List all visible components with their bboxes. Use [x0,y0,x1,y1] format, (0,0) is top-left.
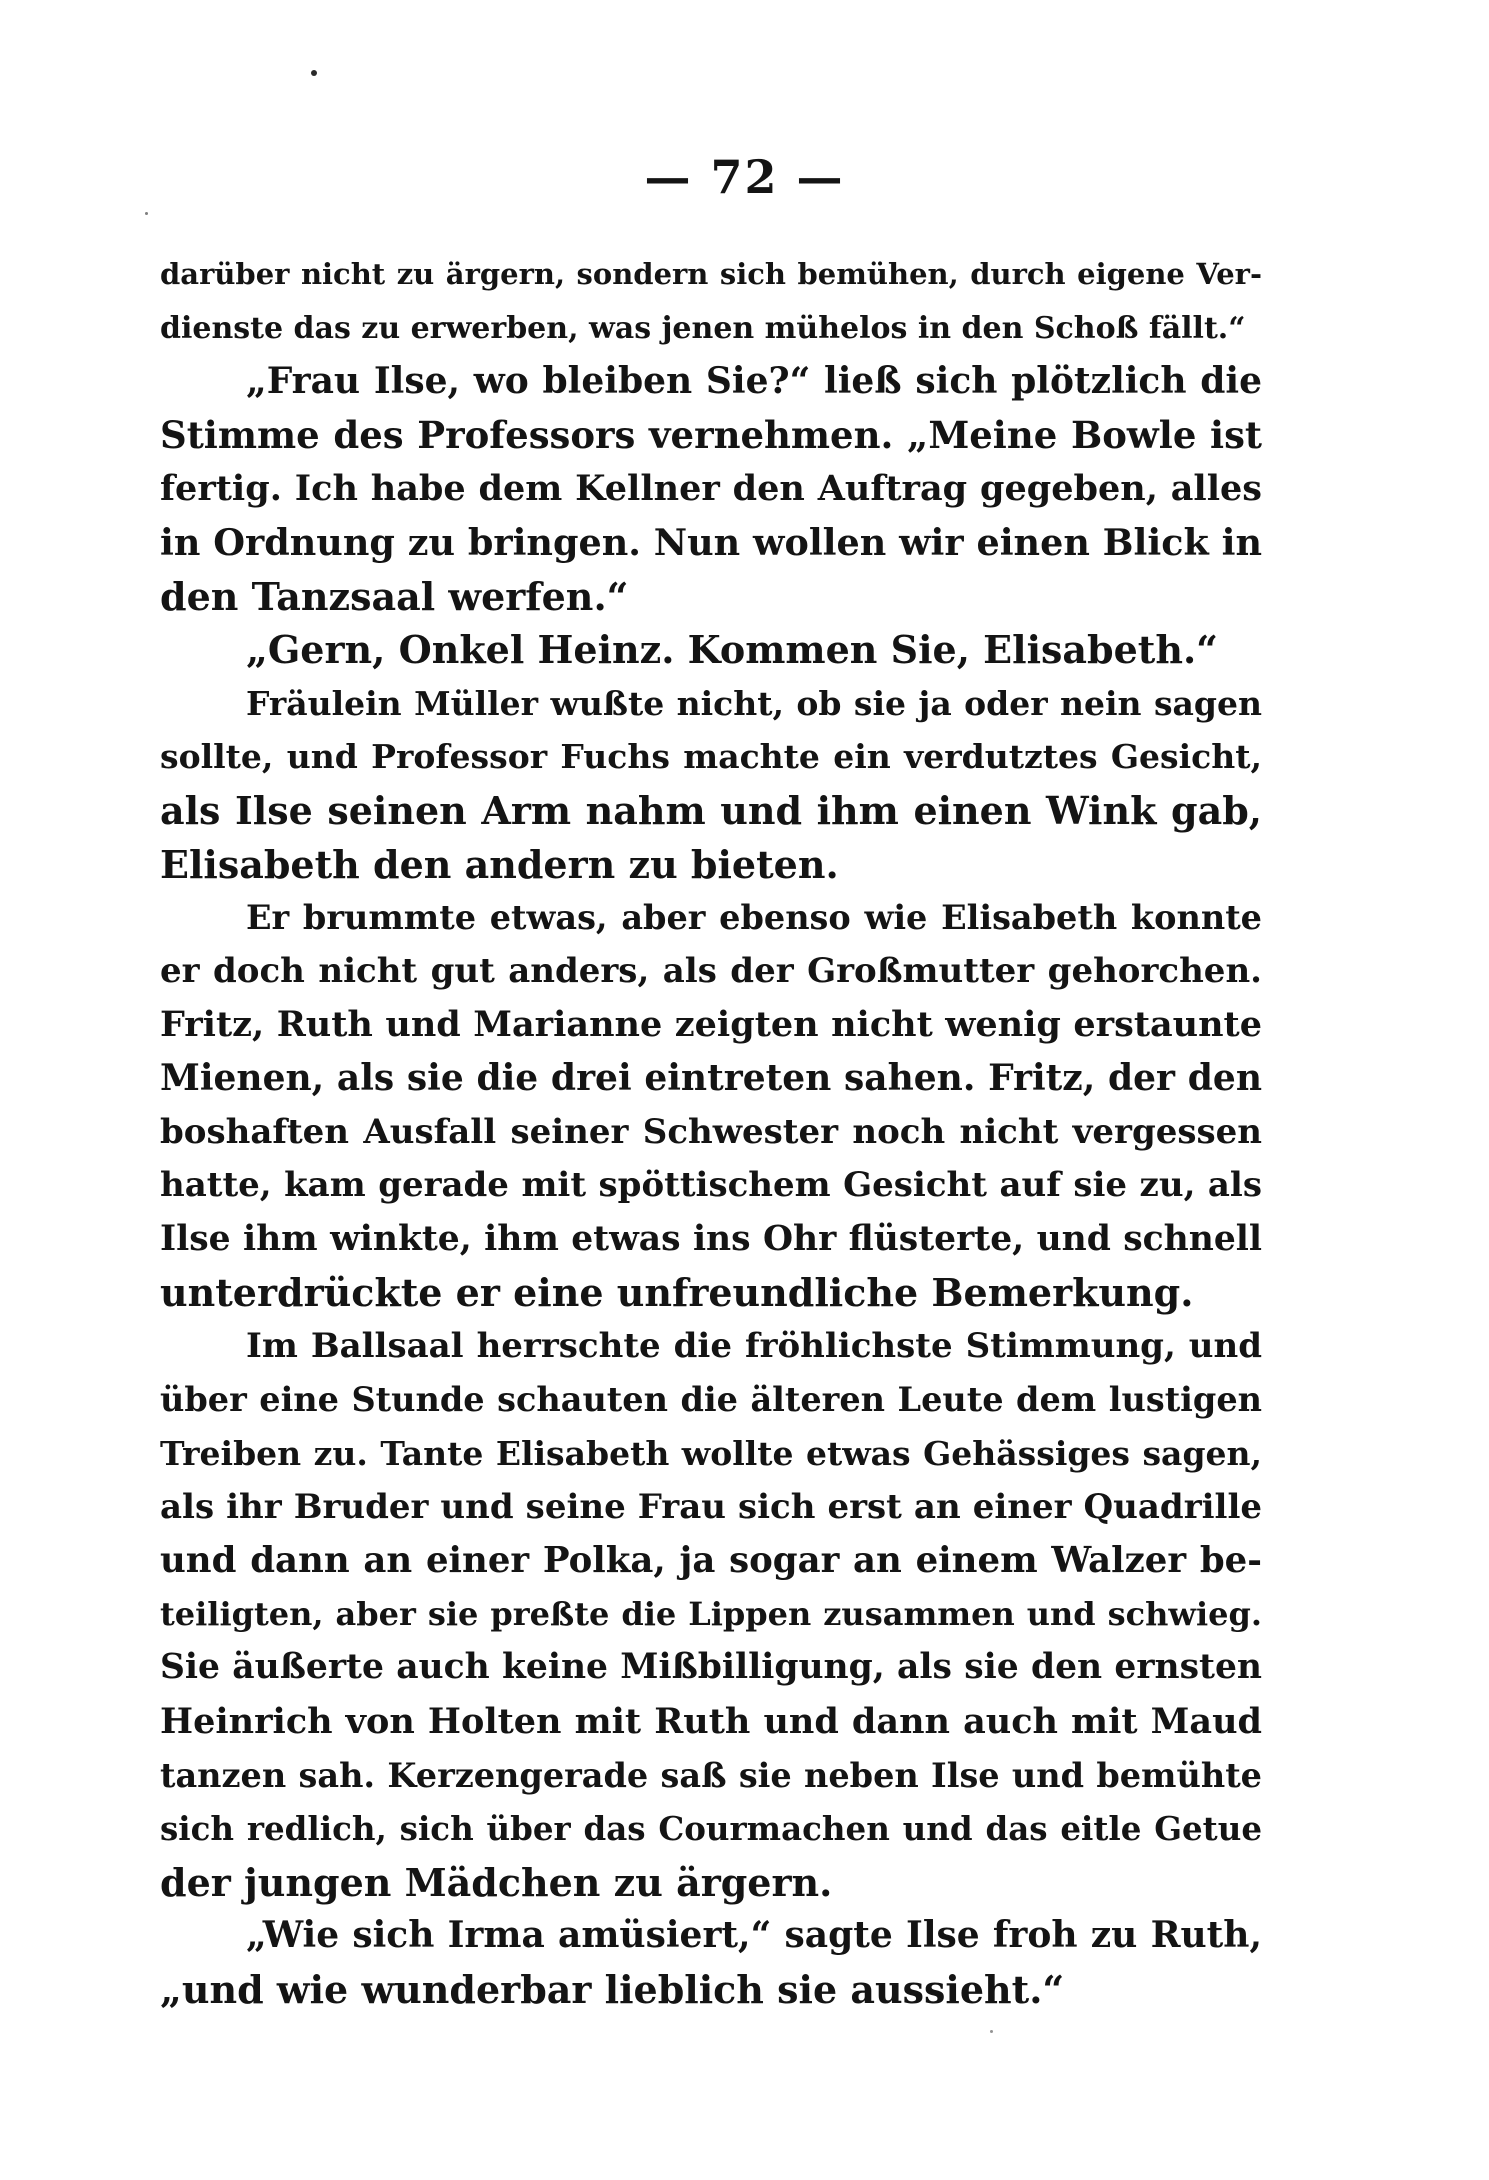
text-line: Fräulein Müller wußte nicht, ob sie ja oder nein sagen [246,683,1262,723]
text-line: Mienen, als sie die drei eintreten sahen. Fritz, der den [160,1056,1262,1099]
text-line: Fritz, Ruth und Marianne zeigten nicht wenig erstaunte [160,1004,1262,1046]
text-line: tanzen sah. Kerzengerade saß sie neben Ilse und bemühte [160,1755,1262,1795]
text-line: als Ilse seinen Arm nahm und ihm einen Wink gab, [160,787,1262,833]
text-line: Im Ballsaal herrschte die fröhlichste Stimmung, und [246,1325,1262,1366]
text-line: Elisabeth den andern zu bieten. [160,841,839,887]
text-line: Ilse ihm winkte, ihm etwas ins Ohr flüsterte, und schnell [160,1218,1262,1259]
text-line: fertig. Ich habe dem Kellner den Auftrag gegeben, alles [160,468,1262,510]
text-line: „Frau Ilse, wo bleiben Sie?“ ließ sich plötzlich die [246,360,1262,403]
text-line: Er brummte etwas, aber ebenso wie Elisabeth konnte [246,898,1262,938]
text-line: boshaften Ausfall seiner Schwester noch nicht vergessen [160,1111,1262,1152]
text-line: und dann an einer Polka, ja sogar an einem Walzer be- [160,1540,1262,1582]
text-line: teiligten, aber sie preßte die Lippen zusammen und schwieg. [160,1594,1262,1633]
text-line: Sie äußerte auch keine Mißbilligung, als sie den ernsten [160,1647,1262,1688]
text-line: sollte, und Professor Fuchs machte ein verdutztes Gesicht, [160,737,1262,777]
print-speck [990,2030,993,2033]
text-line: hatte, kam gerade mit spöttischem Gesicht auf sie zu, als [160,1165,1262,1206]
text-line: in Ordnung zu bringen. Nun wollen wir einen Blick in [160,520,1262,564]
text-line: Treiben zu. Tante Elisabeth wollte etwas Gehässiges sagen, [160,1434,1262,1474]
text-line: dienste das zu erwerben, was jenen mühelos in den Schoß fällt.“ [160,310,1246,346]
text-line: sich redlich, sich über das Courmachen und das eitle Getue [160,1809,1262,1849]
text-line: als ihr Bruder und seine Frau sich erst an einer Quadrille [160,1486,1262,1527]
text-line: „und wie wunderbar lieblich sie aussieht.“ [160,1967,1065,2012]
text-line: er doch nicht gut anders, als der Großmutter gehorchen. [160,950,1262,991]
body-text [160,248,1262,2017]
print-speck [311,70,317,76]
text-line: Heinrich von Holten mit Ruth und dann auch mit Maud [160,1701,1262,1743]
text-line: „Gern, Onkel Heinz. Kommen Sie, Elisabeth.“ [246,627,1219,673]
print-speck [145,212,148,215]
text-line: Stimme des Professors vernehmen. „Meine Bowle ist [160,412,1262,457]
text-line: der jungen Mädchen zu ärgern. [160,1859,833,1905]
text-line: „Wie sich Irma amüsiert,“ sagte Ilse froh zu Ruth, [246,1914,1262,1957]
text-line: über eine Stunde schauten die älteren Leute dem lustigen [160,1380,1262,1420]
text-line: unterdrückte er eine unfreundliche Bemerkung. [160,1270,1194,1316]
text-line: den Tanzsaal werfen.“ [160,573,629,619]
text-line: darüber nicht zu ärgern, sondern sich bemühen, durch eigene Ver- [160,257,1262,291]
page-number: — 72 — [644,150,845,204]
